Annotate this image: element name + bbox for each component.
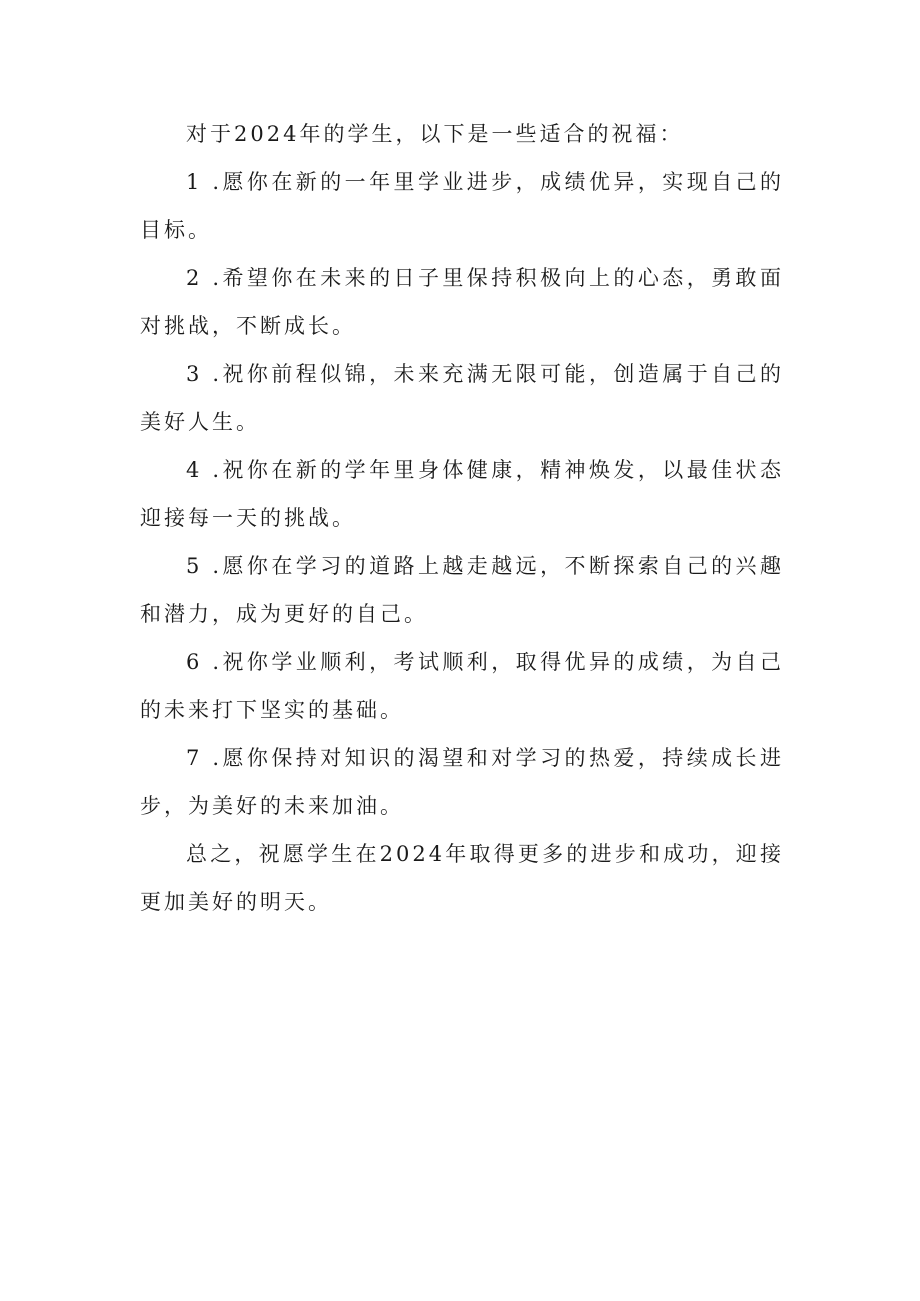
list-item (140, 350, 784, 446)
item-number: 1 (186, 170, 203, 194)
list-item (140, 542, 784, 638)
item-text: .愿你在新的一年里学业进步，成绩优异，实现自己的目标。 (140, 170, 784, 242)
item-number: 6 (186, 650, 203, 674)
list-item (140, 446, 784, 542)
item-text: .希望你在未来的日子里保持积极向上的心态，勇敢面对挑战，不断成长。 (140, 266, 784, 338)
list-item (140, 158, 784, 254)
item-number: 5 (186, 554, 203, 578)
item-text: .祝你学业顺利，考试顺利，取得优异的成绩，为自己的未来打下坚实的基础。 (140, 650, 784, 722)
item-text: .祝你在新的学年里身体健康，精神焕发，以最佳状态迎接每一天的挑战。 (140, 458, 784, 530)
document-body (140, 110, 784, 926)
list-item (140, 254, 784, 350)
item-text: .愿你在学习的道路上越走越远，不断探索自己的兴趣和潜力，成为更好的自己。 (140, 554, 784, 626)
item-number: 7 (186, 746, 203, 770)
list-item (140, 638, 784, 734)
item-number: 4 (186, 458, 203, 482)
item-text: .祝你前程似锦，未来充满无限可能，创造属于自己的美好人生。 (140, 362, 784, 434)
list-item (140, 734, 784, 830)
item-number: 3 (186, 362, 203, 386)
item-text: .愿你保持对知识的渴望和对学习的热爱，持续成长进步，为美好的未来加油。 (140, 746, 784, 818)
item-number: 2 (186, 266, 203, 290)
conclusion-paragraph: 总之，祝愿学生在2024年取得更多的进步和成功，迎接更加美好的明天。 (140, 842, 784, 914)
intro-paragraph: 对于2024年的学生，以下是一些适合的祝福： (186, 122, 684, 146)
